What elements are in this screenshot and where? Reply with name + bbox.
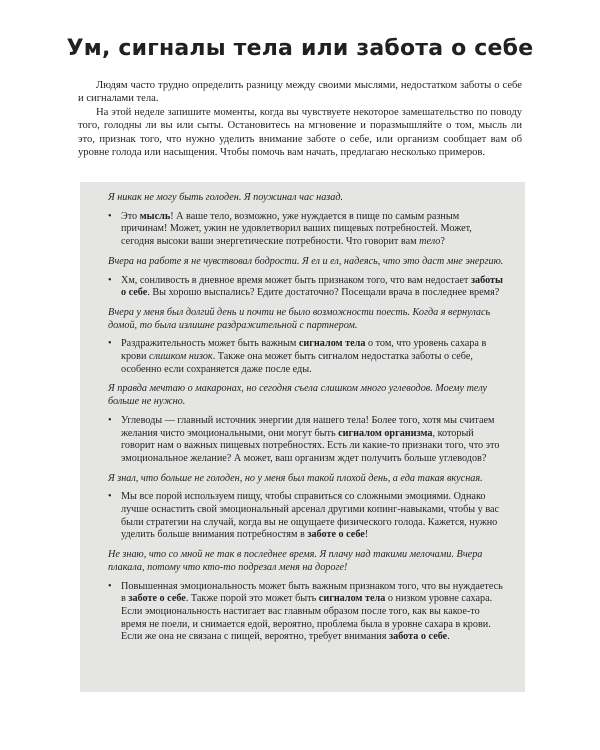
example-response: • Хм, сонливость в дневное время может быть признаком того, что вам недостает заботы о себе. Вы хорошо выспались? Едите достаточно? Посещали врача в последнее время? [108, 274, 504, 299]
intro-paragraph: Людям часто трудно определить разницу между своими мыслями, недостатком заботы о себе и сигналами тела. [78, 80, 522, 105]
emphasis: сигналом тела [318, 593, 386, 605]
example-thought: Вчера у меня был долгий день и почти не было возможности поесть. Когда я вернулась домой, то была излишне раздражительной с партнером. [108, 306, 491, 331]
bullet-icon: • [108, 210, 112, 222]
emphasis: сигналом организма [338, 427, 433, 439]
intro-text [78, 79, 522, 159]
bullet-icon: • [108, 338, 112, 350]
emphasis: мысль [139, 210, 171, 222]
emphasis: заботе о себе [128, 593, 186, 605]
example-3 [108, 307, 507, 377]
intro-paragraph: На этой неделе запишите моменты, когда вы чувствуете некоторое замешательство по поводу того, голодны ли вы или сыты. Остановитесь на мгновение и поразмышляйте о том, мысль ли это, признак того, что нужно уделить внимание заботе о себе, или организм сообщает вам об уровне голода или насыщения. Чтобы помочь вам начать, предлагаю несколько примеров. [78, 106, 522, 159]
example-thought: Я никак не могу быть голоден. Я поужинал час назад. [108, 192, 344, 203]
example-response: • Мы все порой используем пищу, чтобы справиться со сложными эмоциями. Однако лучше оснастить свой эмоциональный арсенал другими копинг-навыками, чтобы у вас были стратегии на случай, когда вы не ощущаете физического голода. Кажется, нужно уделить больше внимания потребностям в заботе о себе! [108, 491, 500, 541]
example-2 [108, 256, 507, 300]
example-4 [108, 383, 507, 465]
example-6 [108, 549, 507, 644]
bullet-icon: • [108, 414, 112, 426]
example-response: • Раздражительность может быть важным сигналом тела о том, что уровень сахара в крови слишком низок. Также она может быть сигналом недостатка заботы о себе, особенно если сохраняется даже после еды. [108, 338, 487, 375]
example-1 [108, 192, 507, 249]
example-response: • Это мысль! А ваше тело, возможно, уже нуждается в пище по самым разным причинам! Может, ужин не удовлетворил ваших пищевых потребностей. Может, сегодня высоки ваши энергетические потребности. Что говорит вам тело? [108, 210, 472, 248]
emphasis: тело [419, 236, 441, 248]
example-response: • Углеводы — главный источник энергии для нашего тела! Более того, хотя мы считаем желания чисто эмоциональными, они могут быть сигналом организма, который говорит нам о важных пищевых потребностях. Есть ли какие-то признаки того, что это эмоциональное желание? А может, ваш организм ждет получить больше углеводов? [108, 414, 500, 464]
emphasis: сигналом тела [298, 338, 366, 350]
bullet-icon: • [108, 274, 112, 286]
example-response: • Повышенная эмоциональность может быть важным признаком того, что вы нуждаетесь в заботе о себе. Также порой это может быть сигналом тела о низком уровне сахара. Если эмоциональность настигает вас главным образом после того, как вы какое-то время не поели, и снимается едой, вероятно, проблема была в уровне сахара в крови. Если же она не связана с пищей, вероятно, требует внимания забота о себе. [108, 580, 503, 643]
bullet-icon: • [108, 491, 112, 503]
emphasis: заботы о себе [121, 274, 504, 299]
emphasis: заботе о себе [307, 529, 365, 541]
example-thought: Я знал, что больше не голоден, но у меня был такой плохой день, а еда такая вкусная. [108, 472, 483, 484]
example-thought: Я правда мечтаю о макаронах, но сегодня съела слишком много углеводов. Моему телу больше не нужно. [108, 383, 488, 408]
page-title: Ум, сигналы тела или забота о себе [66, 36, 534, 61]
example-thought: Не знаю, что со мной не так в последнее время. Я плачу над такими мелочами. Вчера плакала, потому что кто-то подрезал меня на дороге! [108, 549, 483, 573]
bullet-icon: • [108, 580, 112, 592]
example-5 [108, 473, 507, 543]
example-thought: Вчера на работе я не чувствовал бодрости. Я ел и ел, надеясь, что это даст мне энергию. [108, 255, 504, 267]
examples-panel [80, 182, 525, 692]
emphasis: забота о себе [389, 631, 448, 643]
emphasis: слишком низок [148, 351, 213, 363]
